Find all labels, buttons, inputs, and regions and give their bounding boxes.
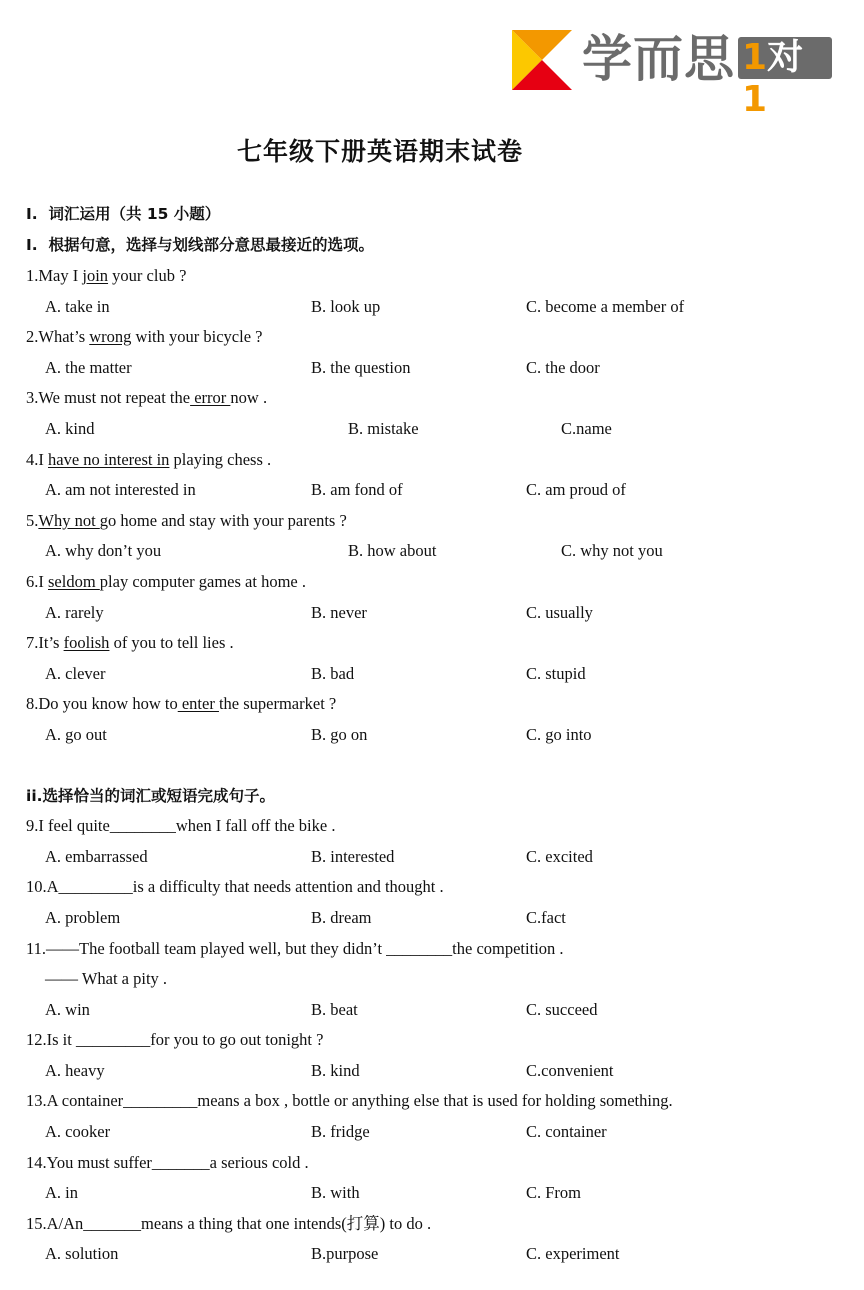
option-b: B. fridge — [311, 1122, 370, 1141]
option-b: B. mistake — [348, 419, 419, 438]
question-7: 7.It’s foolish of you to tell lies . — [26, 633, 234, 652]
underlined-word: enter — [177, 694, 219, 713]
option-b: B.purpose — [311, 1244, 379, 1263]
option-c: C. go into — [526, 725, 592, 744]
option-b: B. beat — [311, 1000, 358, 1019]
underlined-word: foolish — [63, 633, 110, 652]
option-a: A. problem — [45, 908, 121, 927]
page-title: 七年级下册英语期末试卷 — [236, 137, 523, 166]
section-heading-2: ii.选择恰当的词汇或短语完成句子。 — [26, 787, 276, 805]
question-14: 14.You must suffer_______a serious cold . — [26, 1153, 309, 1172]
underlined-word: Why not — [38, 511, 100, 530]
option-c: C. usually — [526, 603, 593, 622]
option-a: A. win — [45, 1000, 90, 1019]
option-b: B. the question — [311, 358, 411, 377]
question-5: 5.Why not go home and stay with your parents ? — [26, 511, 347, 530]
brand-mark-icon — [512, 30, 572, 90]
question-11: 11.——The football team played well, but they didn’t ________the competition . — [26, 939, 564, 958]
option-a: A. kind — [45, 419, 95, 438]
option-c: C. container — [526, 1122, 607, 1141]
question-10: 10.A_________is a difficulty that needs attention and thought . — [26, 877, 444, 896]
question-9: 9.I feel quite________when I fall off the bike . — [26, 816, 336, 835]
option-c: C.fact — [526, 908, 566, 927]
option-a: A. why don’t you — [45, 541, 162, 560]
option-b: B. go on — [311, 725, 368, 744]
option-a: A. go out — [45, 725, 107, 744]
option-a: A. cooker — [45, 1122, 111, 1141]
option-b: B. kind — [311, 1061, 360, 1080]
question-15: 15.A/An_______means a thing that one intends(打算) to do . — [26, 1214, 432, 1233]
option-a: A. rarely — [45, 603, 104, 622]
brand-tag — [738, 37, 832, 120]
question-2: 2.What’s wrong with your bicycle ? — [26, 327, 263, 346]
option-c: C. stupid — [526, 664, 586, 683]
question-8: 8.Do you know how to enter the supermarket ? — [26, 694, 337, 713]
option-c: C. am proud of — [526, 480, 626, 499]
option-c: C.convenient — [526, 1061, 614, 1080]
underlined-word: seldom — [48, 572, 100, 591]
underlined-word: wrong — [89, 327, 132, 346]
option-a: A. embarrassed — [45, 847, 148, 866]
section-heading-1: I. 词汇运用（共 15 小题） — [26, 205, 221, 223]
option-c: C. become a member of — [526, 297, 685, 316]
option-a: A. the matter — [45, 358, 132, 377]
underlined-word: have no interest in — [48, 450, 170, 469]
option-c: C. why not you — [561, 541, 663, 560]
option-b: B. am fond of — [311, 480, 403, 499]
option-a: A. am not interested in — [45, 480, 196, 499]
question-1: 1.May I join your club ? — [26, 266, 187, 285]
option-c: C. experiment — [526, 1244, 620, 1263]
option-b: B. dream — [311, 908, 372, 927]
underlined-word: error — [190, 388, 231, 407]
question-13: 13.A container_________means a box , bottle or anything else that is used for holding something. — [26, 1091, 673, 1110]
question-4: 4.I have no interest in playing chess . — [26, 450, 272, 469]
question-6: 6.I seldom play computer games at home . — [26, 572, 306, 591]
option-b: B. never — [311, 603, 367, 622]
brand-tag-mid: 对 — [767, 37, 804, 78]
option-b: B. interested — [311, 847, 395, 866]
brand-tag-one-a: 1 — [742, 37, 768, 78]
option-b: B. bad — [311, 664, 355, 683]
option-b: B. with — [311, 1183, 360, 1202]
section-subheading-1: I. 根据句意，选择与划线部分意思最接近的选项。 — [26, 236, 374, 254]
question-12: 12.Is it _________for you to go out tonight ? — [26, 1030, 324, 1049]
brand-name: 学而思 — [582, 30, 735, 88]
question-11-reply: —— What a pity . — [45, 969, 168, 988]
option-b: B. look up — [311, 297, 381, 316]
option-a: A. clever — [45, 664, 106, 683]
option-c: C.name — [561, 419, 612, 438]
option-a: A. in — [45, 1183, 78, 1202]
option-a: A. heavy — [45, 1061, 105, 1080]
brand-tag-one-b: 1 — [742, 79, 768, 120]
option-b: B. how about — [348, 541, 437, 560]
underlined-word: join — [82, 266, 109, 285]
option-c: C. the door — [526, 358, 600, 377]
option-a: A. take in — [45, 297, 110, 316]
option-c: C. excited — [526, 847, 593, 866]
option-c: C. succeed — [526, 1000, 598, 1019]
brand-logo — [512, 28, 832, 120]
option-c: C. From — [526, 1183, 582, 1202]
option-a: A. solution — [45, 1244, 119, 1263]
question-3: 3.We must not repeat the error now . — [26, 388, 268, 407]
